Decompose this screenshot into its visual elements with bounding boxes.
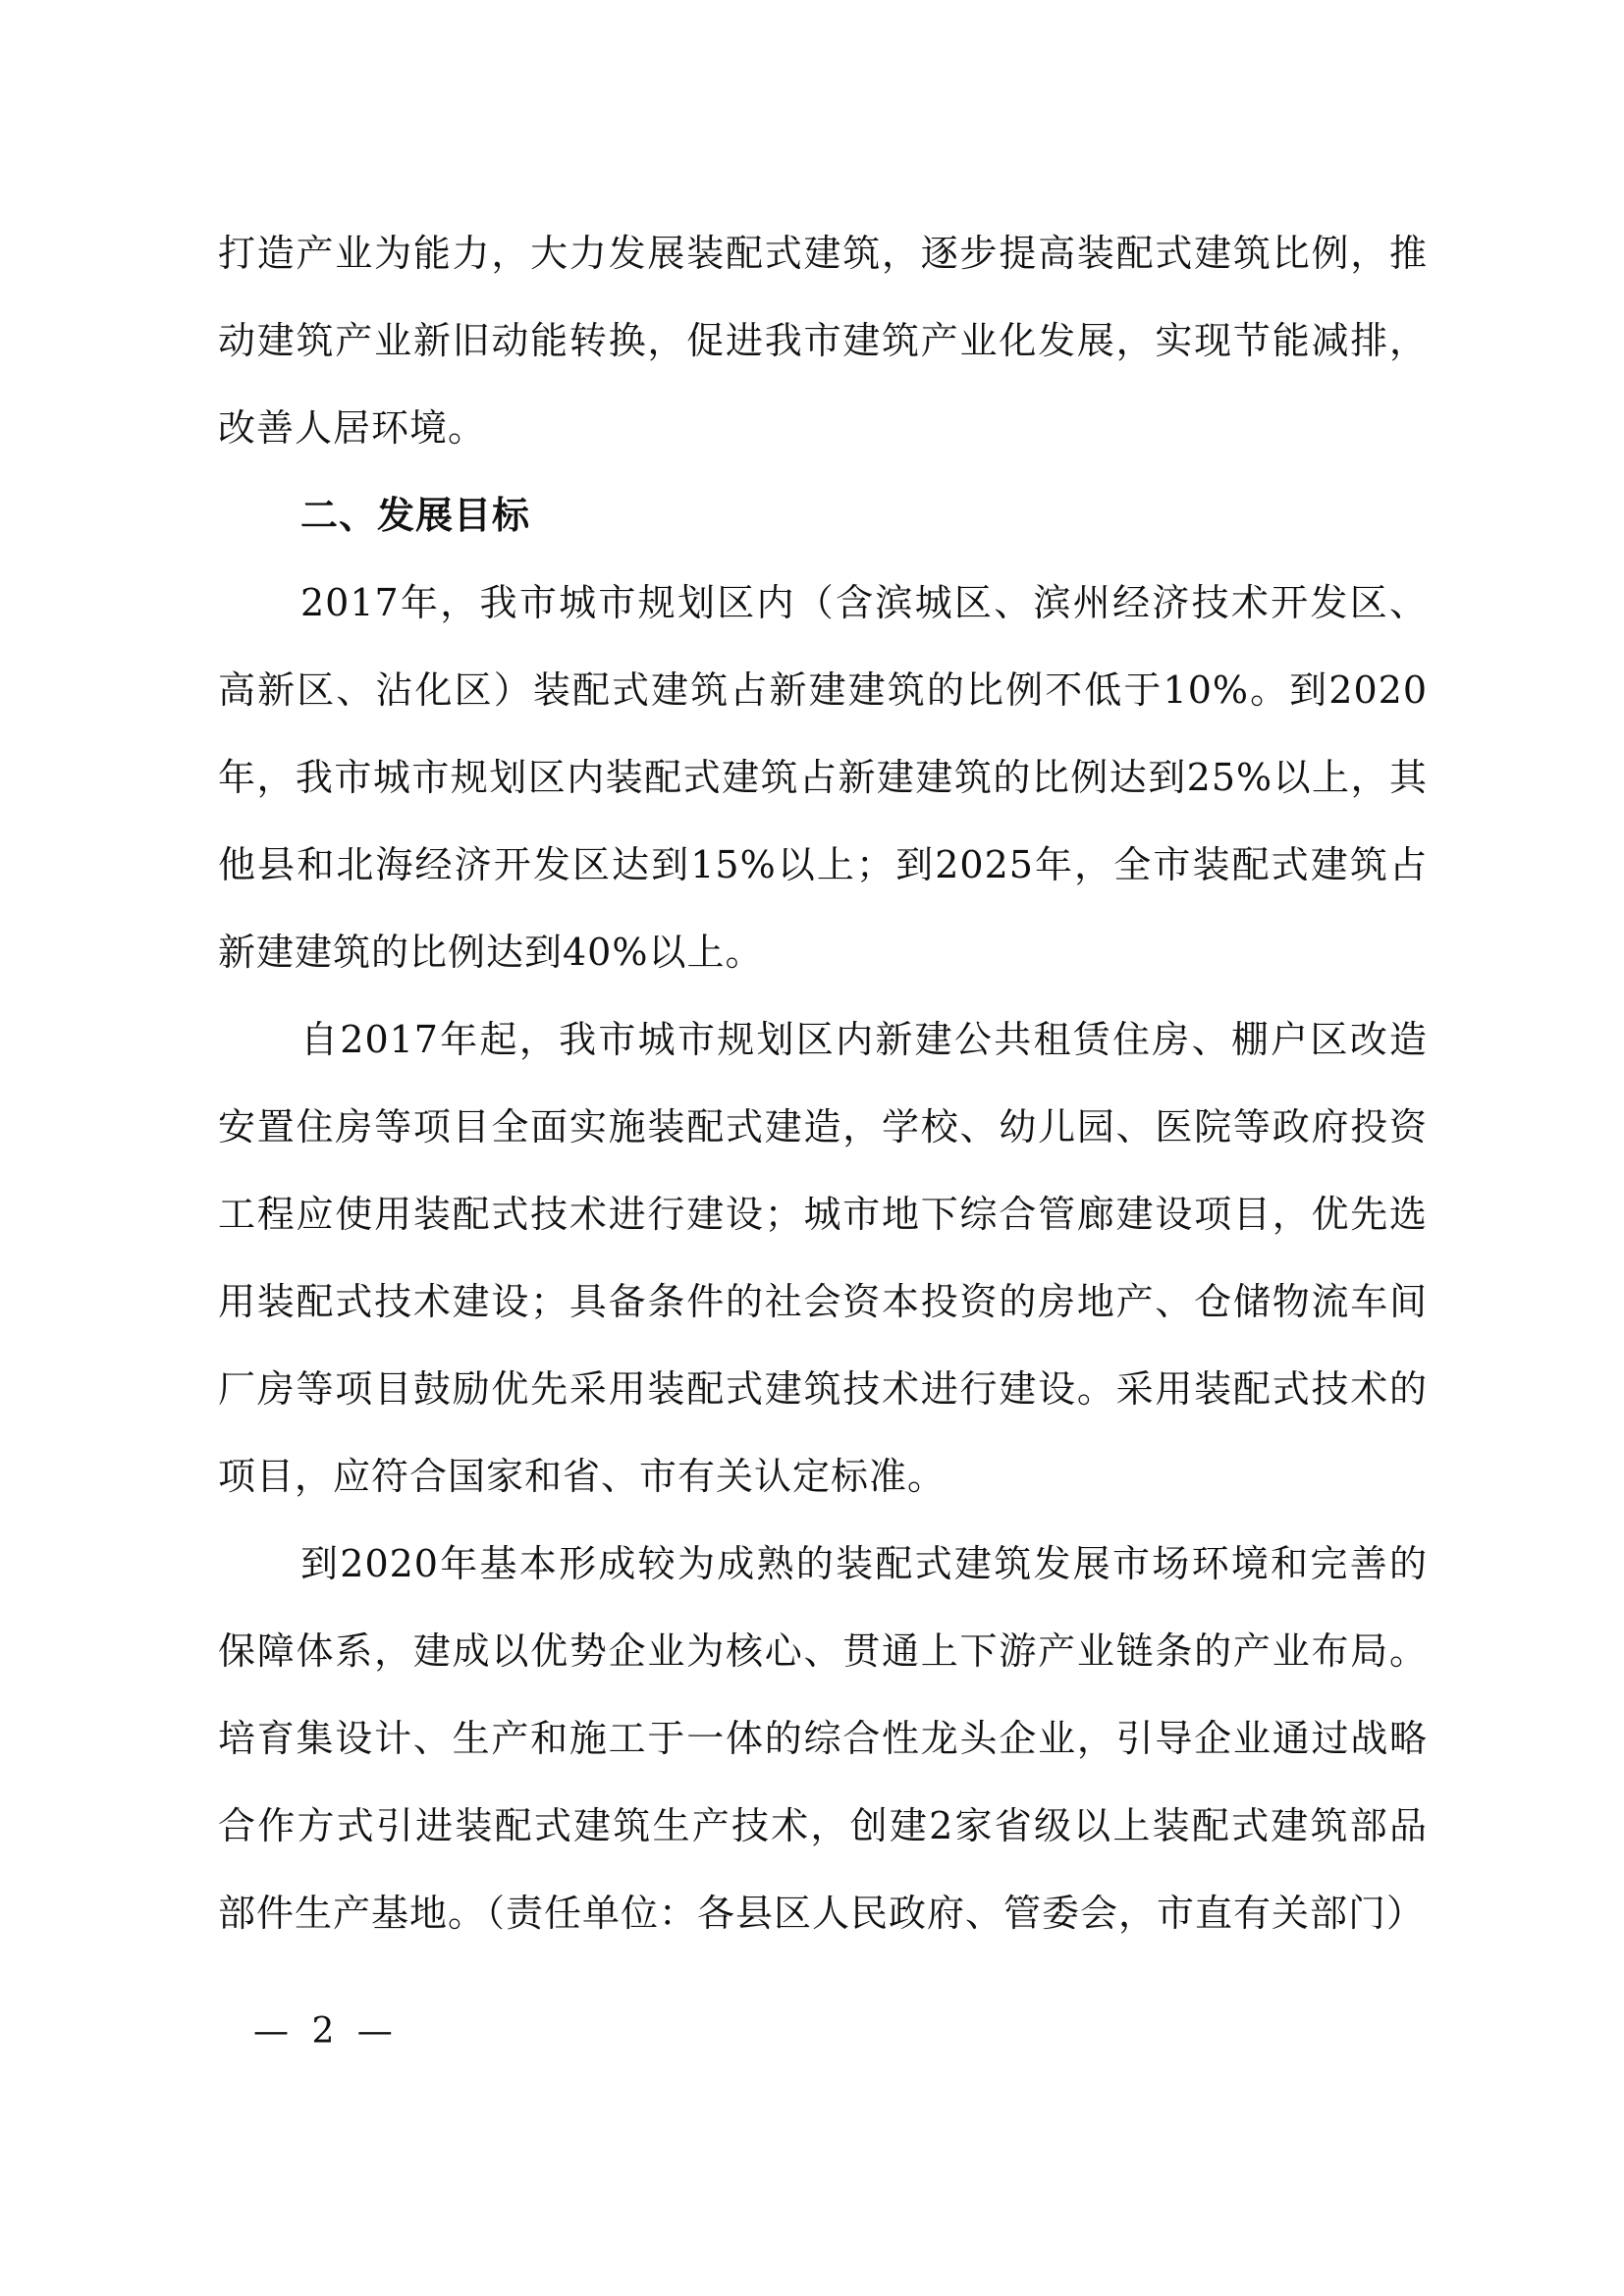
page-number: — 2 — [253,2011,399,2052]
goal-paragraph-3: 到2020年基本形成较为成熟的装配式建筑发展市场环境和完善的保障体系，建成以优势企业为核心、贯通上下游产业链条的产业布局。培育集设计、生产和施工于一体的综合性龙头企业，引导企业通过战略合作方式引进装配式建筑生产技术，创建2家省级以上装配式建筑部品部件生产基地。（责任单位：各县区人民政府、管委会，市直有关部门） [218,1542,1428,1935]
continuation-paragraph: 打造产业为能力，大力发展装配式建筑，逐步提高装配式建筑比例，推动建筑产业新旧动能转换，促进我市建筑产业化发展，实现节能减排，改善人居环境。 [218,232,1428,450]
document-body [218,210,1428,1957]
section-heading: 二、发展目标 [300,494,531,537]
goal-paragraph-2: 自2017年起，我市城市规划区内新建公共租赁住房、棚户区改造安置住房等项目全面实施装配式建造，学校、幼儿园、医院等政府投资工程应使用装配式技术进行建设；城市地下综合管廊建设项目，优先选用装配式技术建设；具备条件的社会资本投资的房地产、仓储物流车间厂房等项目鼓励优先采用装配式建筑技术进行建设。采用装配式技术的项目，应符合国家和省、市有关认定标准。 [218,1018,1428,1498]
goal-paragraph-1: 2017年，我市城市规划区内（含滨城区、滨州经济技术开发区、高新区、沾化区）装配式建筑占新建建筑的比例不低于10%。到2020年，我市城市规划区内装配式建筑占新建建筑的比例达到25%以上，其他县和北海经济开发区达到15%以上；到2025年，全市装配式建筑占新建建筑的比例达到40%以上。 [218,581,1428,974]
